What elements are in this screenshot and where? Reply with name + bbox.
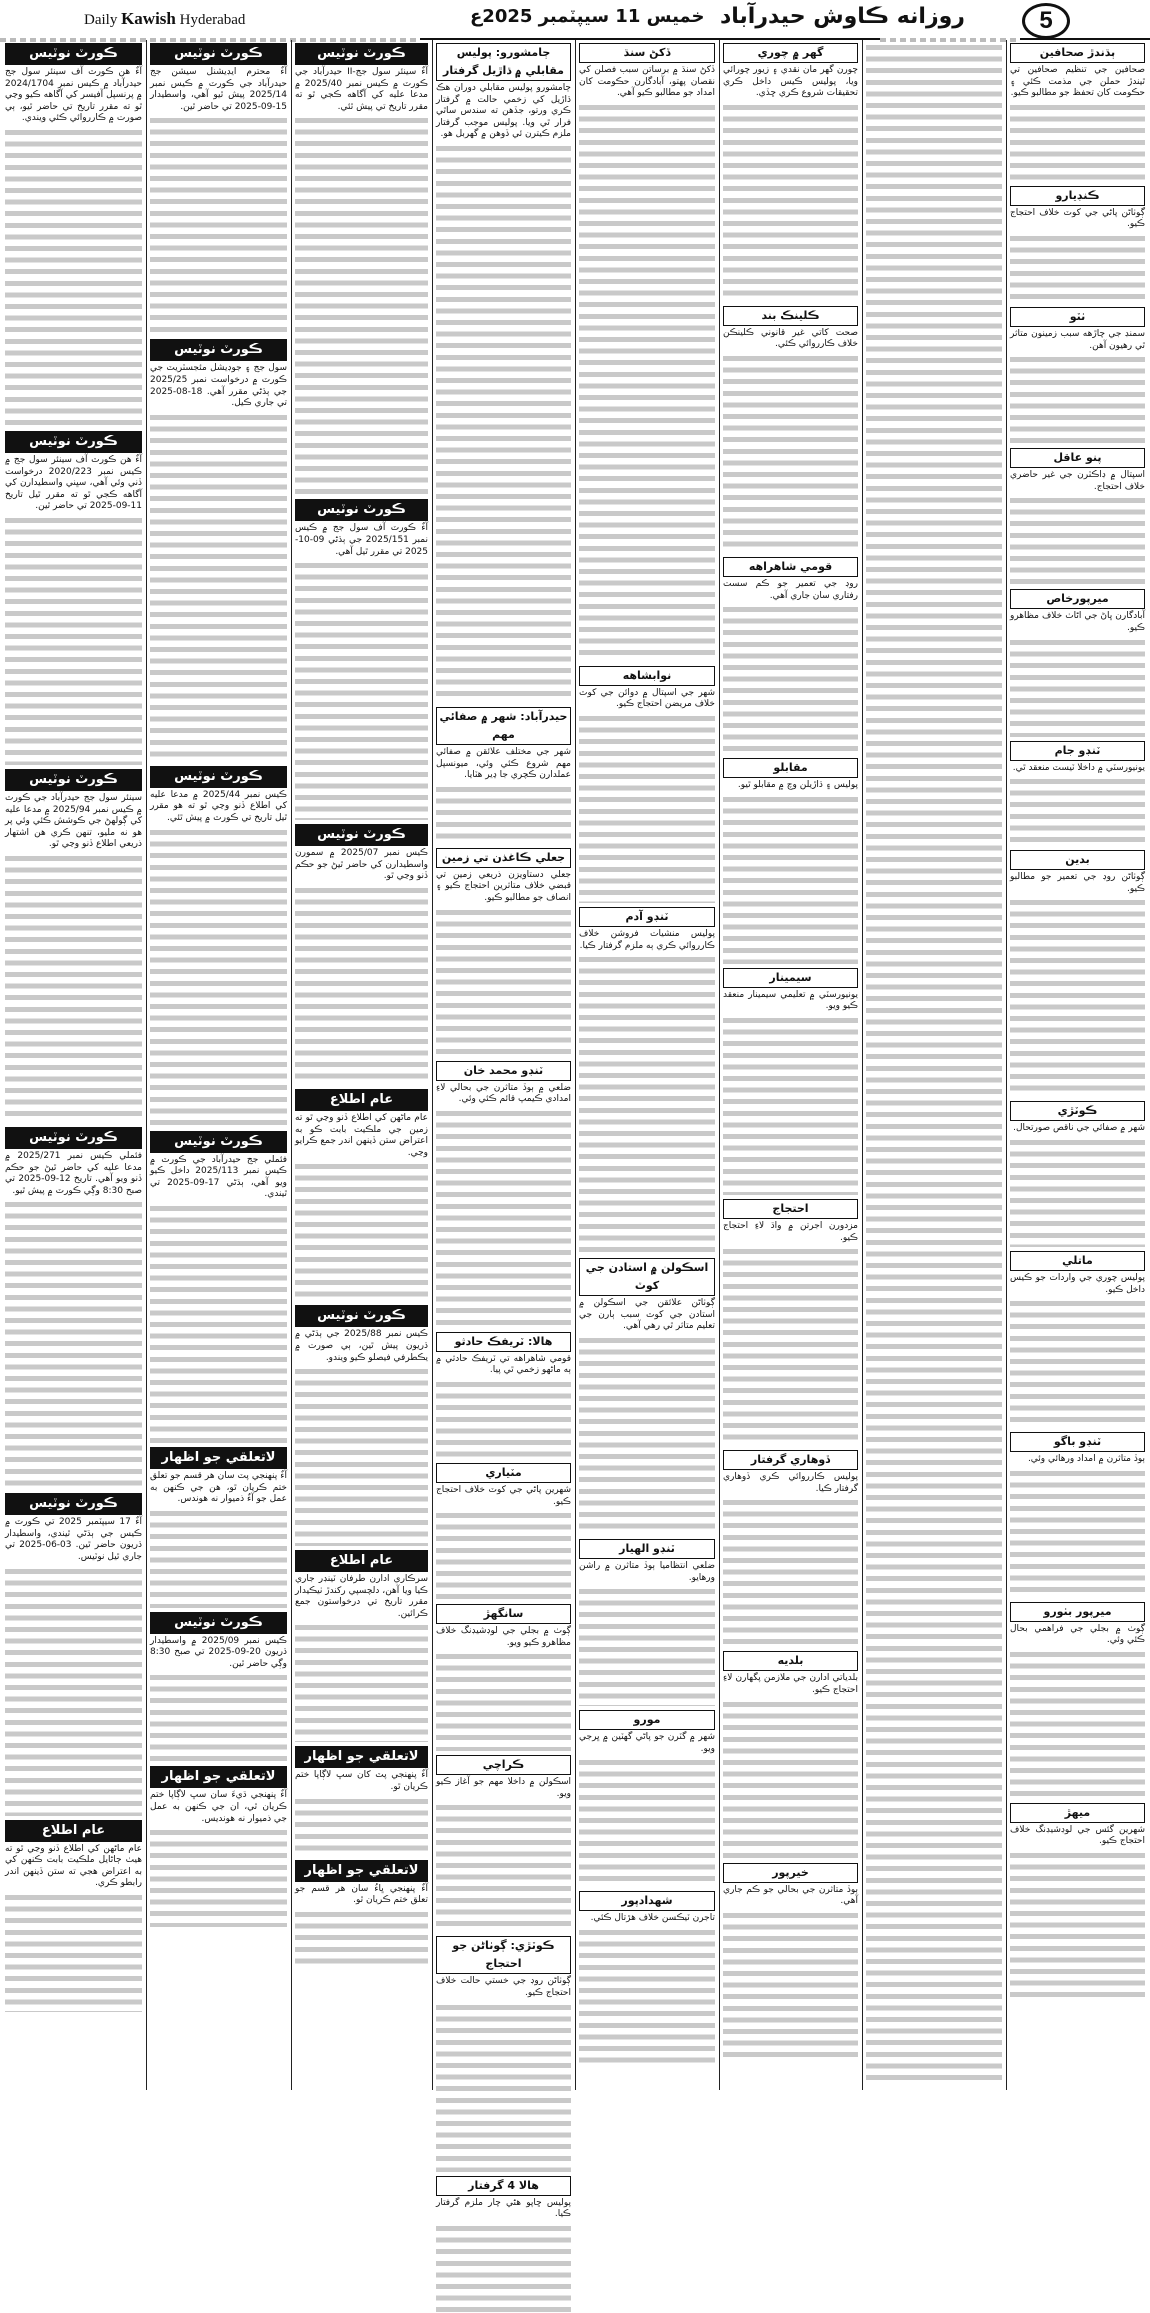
news-block [1010, 186, 1145, 303]
text-lines [1010, 897, 1145, 1097]
notice-heading: ڪورٽ نوٽيس [5, 1127, 142, 1149]
news-body: يونيورسٽي ۾ داخلا ٽيسٽ منعقد ٿي. [1012, 762, 1145, 773]
notice-heading: ڪورٽ نوٽيس [295, 1305, 428, 1327]
news-body: ڏکڻ سنڌ ۾ برساتن سبب فصلن کي نقصان پهتو، آبادگارن حڪومت کان امداد جو مطالبو ڪيو آهي. [579, 65, 715, 99]
news-block [436, 2176, 571, 2313]
notice-block [295, 1550, 428, 1742]
text-lines [5, 1199, 142, 1489]
notice-block [5, 1493, 142, 1815]
notice-block [5, 769, 142, 1123]
text-lines [723, 1015, 858, 1195]
text-lines [295, 1366, 428, 1546]
text-lines [723, 1246, 858, 1446]
news-block [579, 1258, 715, 1535]
text-lines [723, 794, 858, 964]
column-7 [1007, 40, 1148, 2090]
news-body: قومي شاهراهه تي ٽريفڪ حادثي ۾ ٻه ماڻهو زخمي ٿي پيا. [436, 1353, 571, 1376]
news-block [436, 1332, 571, 1459]
text-lines [579, 713, 715, 903]
text-lines [1010, 233, 1145, 303]
news-block [1010, 589, 1145, 736]
notice-block [150, 1131, 287, 1443]
news-block [579, 907, 715, 1254]
news-block [1010, 1803, 1145, 2000]
notice-heading: ڪورٽ نوٽيس [150, 339, 287, 361]
text-lines [579, 1757, 715, 1887]
text-lines [150, 1672, 287, 1762]
text-lines [1010, 776, 1145, 846]
notice-heading: ڪورٽ نوٽيس [150, 1612, 287, 1634]
paper-city: Hyderabad [179, 12, 246, 28]
paper-title-urdu: روزانه ڪاوش حيدرآباد [720, 4, 965, 29]
text-lines [436, 1510, 571, 1600]
text-lines [436, 784, 571, 844]
text-lines [1010, 1649, 1145, 1799]
notice-heading: ڪورٽ نوٽيس [295, 824, 428, 846]
text-lines [723, 1910, 858, 2060]
news-body: بلدياتي ادارن جي ملازمن پگهارن لاءِ احتجاج ڪيو. [723, 1673, 858, 1695]
notice-body: فئملي ڪيس نمبر 2025/271 ۾ مدعا عليه کي حاضر ٿيڻ جو حڪم ڏنو ويو آهي. تاريخ 12-09-2025 تي صبح 8:30 وڳي ڪورٽ ۾ پيش ٿيو. [5, 1150, 142, 1196]
notice-heading: ڪورٽ نوٽيس [150, 766, 287, 788]
news-body: ضلعي ۾ ٻوڏ متاثرن جي بحالي لاءِ امدادي ڪيمپ قائم ڪئي وئي. [436, 1082, 571, 1105]
text-lines [295, 1161, 428, 1301]
text-lines [579, 954, 715, 1254]
news-heading: سيمينار [723, 968, 858, 988]
text-lines [723, 1699, 858, 1859]
news-block [1010, 448, 1145, 585]
news-heading: ميهڙ [1010, 1803, 1145, 1823]
news-block [1010, 1251, 1145, 1428]
news-block [436, 848, 571, 1057]
news-body: ڳوٺاڻن علائقن جي اسڪولن ۾ استادن جي کوٽ سبب ٻارن جي تعليم متاثر ٿي رهي آهي. [579, 1298, 715, 1332]
news-block [436, 1463, 571, 1600]
news-heading: پنو عاقل [1010, 448, 1145, 468]
news-block [579, 666, 715, 903]
news-block [723, 1863, 858, 2060]
text-lines [1010, 354, 1145, 444]
news-block [436, 1604, 571, 1751]
notice-block [150, 1612, 287, 1763]
notice-heading: عام اطلاع [295, 1089, 428, 1111]
notice-heading: ڪورٽ نوٽيس [5, 769, 142, 791]
news-block [1010, 741, 1145, 847]
notice-block [150, 339, 287, 761]
notice-block [295, 1860, 428, 1969]
news-block [1010, 1101, 1145, 1247]
news-body: ٻوڏ متاثرن جي بحالي جو ڪم جاري آهي. [723, 1884, 858, 1907]
news-heading: ڪراچي [436, 1755, 571, 1775]
news-block [436, 43, 571, 703]
news-block [1010, 1432, 1145, 1598]
notice-body: فئملي جج حيدرآباد جي ڪورٽ ۾ ڪيس نمبر 2025/113 داخل ڪيو ويو آهي، ٻڌڻي 17-09-2025 تي ٿيندي. [150, 1154, 287, 1200]
news-heading: ٻڌندڙ صحافين [1010, 43, 1145, 63]
news-heading: حيدرآباد: شهر ۾ صفائي مهم [436, 707, 571, 745]
news-body: اسڪولن ۾ داخلا مهم جو آغاز ڪيو ويو. [436, 1777, 571, 1799]
text-lines [579, 102, 715, 662]
text-lines [723, 353, 858, 553]
text-lines [436, 1108, 571, 1328]
notice-body: آءٌ محترم ايڊيشنل سيشن جج حيدرآباد جي ڪورٽ ۾ ڪيس نمبر 2025/14 پيش ٿيو آهي، واسطيدار 15-09-2025 تي حاضر ٿين. [150, 67, 287, 112]
notice-body: ڪيس نمبر 2025/44 ۾ مدعا عليه کي اطلاع ڏنو وڃي ٿو ته هو مقرر ٿيل تاريخ تي ڪورٽ ۾ پيش ٿئي. [150, 789, 287, 823]
news-block [436, 1061, 571, 1328]
notice-body: ڪيس نمبر 2025/09 ۾ واسطيدار ڌريون 20-09-2025 تي صبح 8:30 وڳي حاضر ٿين. [150, 1635, 287, 1669]
text-lines [5, 1566, 142, 1816]
news-body: ڳوٺ ۾ بجلي جي لوڊشيڊنگ خلاف مظاهرو ڪيو ويو. [436, 1626, 571, 1648]
news-block [1010, 850, 1145, 1097]
news-block [723, 1450, 858, 1647]
text-lines [5, 127, 142, 427]
masthead [0, 0, 1150, 40]
notice-heading: لاتعلقي جو اظهار [150, 1447, 287, 1469]
text-lines [579, 1586, 715, 1706]
news-body: صحافين جي تنظيم صحافين تي ٿيندڙ حملن جي مذمت ڪئي ۽ حڪومت کان تحفظ جو مطالبو ڪيو. [1010, 65, 1145, 99]
news-body: شهر ۾ صفائي جي ناقص صورتحال. [1013, 1123, 1145, 1134]
news-block [723, 1651, 858, 1858]
news-body: شهر ۾ گٽرن جو پاڻي گهٽين ۾ ڀرجي ويو. [579, 1732, 715, 1754]
text-lines [436, 1802, 571, 1932]
paper-name-kawish: Kawish [121, 9, 176, 28]
news-block [579, 1891, 715, 2067]
news-body: اسپتال ۾ ڊاڪٽرن جي غير حاضري خلاف احتجاج. [1010, 470, 1145, 492]
text-lines [1010, 1137, 1145, 1247]
news-block [436, 1755, 571, 1932]
news-heading: شهدادپور [579, 1891, 715, 1911]
news-body: آبادگارن ڀاڻ جي اڻاٺ خلاف مظاهرو ڪيو. [1010, 611, 1145, 633]
news-body: سمنڊ جي چاڙهه سبب زمينون متاثر ٿي رهيون آهن. [1010, 328, 1145, 351]
news-body: مزدورن اجرتن ۾ واڌ لاءِ احتجاج ڪيو. [723, 1220, 858, 1243]
text-lines [295, 1796, 428, 1856]
notice-body: آءٌ پنهنجي ڌيءَ سان سڀ لاڳاپا ختم ڪريان ٿي، ان جي ڪنهن به عمل جي ذميوار نه هونديس. [150, 1790, 287, 1824]
news-heading: ڄامشورو: پوليس مقابلي ۾ ڌاڙيل گرفتار [436, 43, 571, 81]
notice-block [295, 1305, 428, 1546]
news-body: شهرين پاڻي جي کوٽ خلاف احتجاج ڪيو. [436, 1484, 571, 1507]
notice-body: عام ماڻهن کي اطلاع ڏنو وڃي ٿو ته زمين جي ملڪيت بابت ڪو به اعتراض ستن ڏينهن اندر جمع ڪرايو وڃي. [295, 1112, 428, 1158]
news-block [1010, 1602, 1145, 1799]
notice-body: آءٌ پنهنجي پٽ سان هر قسم جو تعلق ختم ڪريان ٿو، هن جي ڪنهن به عمل جو آءٌ ذميوار نه هوندس. [150, 1470, 287, 1505]
news-body: ٻوڏ متاثرن ۾ امداد ورهائي وئي. [1027, 1454, 1145, 1465]
text-lines [5, 853, 142, 1123]
notice-block [150, 1447, 287, 1608]
page-number-badge: 5 [1022, 3, 1070, 39]
text-lines [1010, 637, 1145, 737]
news-heading: ماتلي [1010, 1251, 1145, 1271]
news-body: شهر جي اسپتال ۾ دوائن جي کوٽ خلاف مريضن احتجاج ڪيو. [579, 687, 715, 710]
notice-body: ڪيس نمبر 2025/07 ۾ سمورن واسطيدارن کي حاضر ٿيڻ جو حڪم ڏنو وڃي ٿو. [295, 848, 428, 882]
news-body: تاجرن ٽيڪسن خلاف هڙتال ڪئي. [590, 1913, 715, 1924]
text-lines [723, 102, 858, 302]
news-heading: ڪوٽڙي [1010, 1101, 1145, 1121]
news-block [723, 306, 858, 553]
text-lines [436, 2002, 571, 2172]
news-heading: نوابشاهه [579, 666, 715, 686]
news-body: ڄامشورو پوليس مقابلي دوران هڪ ڌاڙيل کي زخمي حالت ۾ گرفتار ڪري ورتو، جڏهن ته سندس ساٿي فرار ٿي ويا. پوليس موجب گرفتار ملزم ڪيترن ئي ڏوهن ۾ گهربل هو. [436, 83, 571, 140]
text-lines [150, 827, 287, 1127]
news-block [1010, 307, 1145, 444]
news-heading: بلديه [723, 1651, 858, 1671]
news-block [723, 1199, 858, 1446]
notice-heading: ڪورٽ نوٽيس [5, 1493, 142, 1515]
notice-block [295, 1089, 428, 1301]
text-lines [295, 885, 428, 1085]
notice-block [295, 499, 428, 820]
notice-heading: لاتعلقي جو اظهار [295, 1860, 428, 1882]
news-heading: بدين [1010, 850, 1145, 870]
news-heading: مورو [579, 1710, 715, 1730]
notice-heading: لاتعلقي جو اظهار [295, 1746, 428, 1768]
news-heading: جعلي ڪاغذن تي زمين [436, 848, 571, 868]
news-heading: گهر ۾ چوري [723, 43, 858, 63]
news-heading: ٽنڊو آدم [579, 907, 715, 927]
news-heading: ڪلينڪ بند [723, 306, 858, 326]
notice-body: آءٌ هن ڪورٽ آف سينئر سول جج ۾ ڪيس نمبر 2020/223 درخواست ڏني وئي آهي، سڀني واسطيدارن کي آگاهه ڪجي ٿو ته مقرر ٿيل تاريخ 11-09-2025 تي حاضر ٿين. [5, 454, 142, 512]
text-lines [1010, 1298, 1145, 1428]
notice-block [295, 43, 428, 495]
text-lines [866, 42, 1002, 2082]
notice-heading: عام اطلاع [295, 1550, 428, 1572]
news-block [436, 1936, 571, 2171]
news-heading: هالا: ٽريفڪ حادثو [436, 1332, 571, 1352]
news-heading: خيرپور [723, 1863, 858, 1883]
notice-block [295, 824, 428, 1085]
news-block [1010, 43, 1145, 182]
news-body: روڊ جي تعمير جو ڪم سست رفتاري سان جاري آهي. [723, 578, 858, 601]
text-lines [1010, 1468, 1145, 1598]
notice-heading: لاتعلقي جو اظهار [150, 1766, 287, 1788]
notice-block [5, 1127, 142, 1489]
notice-body: آءٌ پنهنجي پٽ کان سڀ لاڳاپا ختم ڪريان ٿو. [295, 1770, 428, 1793]
notice-body: سول جج ۽ جوڊيشل مئجسٽريٽ جي ڪورٽ ۾ درخواست نمبر 2025/25 جي ٻڌڻي مقرر آهي. 18-08-2025 تي جاري ڪيل. [150, 363, 287, 409]
column-3 [292, 40, 431, 2090]
news-block [579, 1710, 715, 1887]
news-block [579, 1539, 715, 1706]
news-heading: ٽنڊو الهيار [579, 1539, 715, 1559]
date-line: خميس 11 سيپٽمبر 2025ع [470, 6, 705, 27]
news-block [723, 968, 858, 1195]
notice-block [295, 1746, 428, 1855]
column-5 [576, 40, 718, 2090]
text-lines [150, 1203, 287, 1443]
news-body: پوليس چوري جي واردات جو ڪيس داخل ڪيو. [1010, 1272, 1145, 1295]
text-lines [723, 604, 858, 754]
column-1 [2, 40, 145, 2090]
news-block [723, 758, 858, 964]
column-6b [863, 40, 1005, 2090]
news-heading: ٽنڊو جام [1010, 741, 1145, 761]
text-lines [436, 2223, 571, 2313]
news-heading: اسڪولن ۾ استادن جي کوٽ [579, 1258, 715, 1296]
text-lines [1010, 102, 1145, 182]
news-block [579, 43, 715, 662]
notice-block [150, 766, 287, 1127]
notice-heading: عام اطلاع [5, 1820, 142, 1842]
news-block [436, 707, 571, 844]
text-lines [150, 412, 287, 762]
text-lines [579, 1927, 715, 2067]
news-heading: ٺٽو [1010, 307, 1145, 327]
notice-heading: ڪورٽ نوٽيس [5, 431, 142, 453]
notice-heading: ڪورٽ نوٽيس [150, 43, 287, 65]
notice-block [5, 1820, 142, 2012]
news-body: پوليس منشيات فروشن خلاف ڪارروائي ڪري ٻه ملزم گرفتار ڪيا. [579, 928, 715, 951]
notice-body: ڪيس نمبر 2025/88 جي ٻڌڻي ۾ ڌريون پيش ٿين، ٻي صورت ۾ يڪطرفي فيصلو ڪيو ويندو. [295, 1329, 428, 1363]
text-lines [150, 1827, 287, 1927]
notice-body: عام ماڻهن کي اطلاع ڏنو وڃي ٿو ته هيٺ ڄاڻايل ملڪيت بابت ڪنهن کي به اعتراض هجي ته ستن ڏينهن اندر رابطو ڪري. [5, 1843, 142, 1889]
notice-body: آءٌ سينئر سول جج-II حيدرآباد جي ڪورٽ ۾ ڪيس نمبر 2025/40 ۾ مدعا عليه کي آگاهه ڪجي ٿو ته مقرر تاريخ تي پيش ٿئي. [295, 67, 428, 112]
news-body: صحت کاتي غير قانوني ڪلينڪن خلاف ڪارروائي ڪئي. [723, 327, 858, 350]
text-lines [579, 1335, 715, 1535]
news-heading: ڏکڻ سنڌ [579, 43, 715, 63]
notice-heading: ڪورٽ نوٽيس [5, 43, 142, 65]
news-body: پوليس ڇاپو هڻي چار ملزم گرفتار ڪيا. [436, 2197, 571, 2220]
news-body: ڳوٺاڻن روڊ جي خستي حالت خلاف احتجاج ڪيو. [436, 1976, 571, 1999]
news-body: پوليس ڪارروائي ڪري ڏوهاري گرفتار ڪيا. [723, 1472, 858, 1494]
news-heading: ٽنڊو محمد خان [436, 1061, 571, 1081]
news-heading: ڪوٽڙي: ڳوٺاڻن جو احتجاج [436, 1936, 571, 1974]
text-lines [295, 1622, 428, 1742]
news-body: چورن گهر مان نقدي ۽ زيور چورائي ويا، پوليس ڪيس داخل ڪري تحقيقات شروع ڪري ڇڏي. [723, 65, 858, 99]
notice-block [5, 431, 142, 765]
text-lines [1010, 1850, 1145, 2000]
news-heading: احتجاج [723, 1199, 858, 1219]
text-lines [150, 1508, 287, 1608]
news-block [723, 43, 858, 302]
text-lines [723, 1497, 858, 1647]
text-lines [436, 907, 571, 1057]
text-lines [150, 115, 287, 335]
news-heading: ڏوهاري گرفتار [723, 1450, 858, 1470]
news-heading: سانگهڙ [436, 1604, 571, 1624]
text-lines [295, 1909, 428, 1969]
news-body: ڳوٺاڻن روڊ جي تعمير جو مطالبو ڪيو. [1010, 872, 1145, 894]
text-lines [1010, 495, 1145, 585]
text-lines [436, 1379, 571, 1459]
notice-block [150, 43, 287, 335]
notice-body: آءٌ هن ڪورٽ آف سينئر سول جج حيدرآباد ۾ ڪيس نمبر 2024/1704 ۾ پرنسپل آفيسر کي آگاهه ڪيو وڃي ٿو ته مقرر تاريخ تي حاضر ٿيو، ٻي صورت ۾ ڪارروائي ڪئي ويندي. [5, 67, 142, 124]
news-heading: ميرپورخاص [1010, 589, 1145, 609]
notice-heading: ڪورٽ نوٽيس [295, 43, 428, 65]
column-2 [147, 40, 290, 2090]
english-masthead [84, 9, 245, 29]
notice-heading: ڪورٽ نوٽيس [295, 499, 428, 521]
news-body: جعلي دستاويزن ذريعي زمين تي قبضي خلاف متاثرين احتجاج ڪيو ۽ انصاف جو مطالبو ڪيو. [436, 869, 571, 903]
text-lines [295, 560, 428, 820]
notice-body: سينئر سول جج حيدرآباد جي ڪورٽ ۾ ڪيس نمبر 2025/94 ۾ مدعا عليه کي ڳولهڻ جي ڪوشش ڪئي وئي پر هو نه مليو، تنهن ڪري هن اشتهار ذريعي اطلاع ڏنو وڃي ٿو. [5, 792, 143, 850]
news-heading: مٽياري [436, 1463, 571, 1483]
text-lines [5, 1892, 142, 2012]
news-body: ضلعي انتظاميا ٻوڏ متاثرن ۾ راشن ورهايو. [579, 1560, 715, 1583]
notice-block [5, 43, 142, 427]
paper-name-daily: Daily [84, 12, 118, 28]
notice-heading: ڪورٽ نوٽيس [150, 1131, 287, 1153]
news-heading: قومي شاهراهه [723, 557, 858, 577]
text-lines [295, 115, 428, 495]
news-heading: ميرپور بٺورو [1010, 1602, 1145, 1622]
text-lines [436, 143, 571, 703]
news-heading: هالا 4 گرفتار [436, 2176, 571, 2196]
text-lines [436, 1651, 571, 1751]
notice-body: آءٌ 17 سيپٽمبر 2025 تي ڪورٽ ۾ ڪيس جي ٻڌڻي ٿيندي، واسطيدار ڌريون حاضر ٿين. 03-06-2025 تي جاري ٿيل نوٽيس. [5, 1517, 143, 1563]
news-block [723, 557, 858, 754]
notice-body: آءٌ پنهنجي ڀاءُ سان هر قسم جو تعلق ختم ڪريان ٿو. [295, 1883, 428, 1906]
notice-block [150, 1766, 287, 1927]
news-heading: ٽنڊو باگو [1010, 1432, 1145, 1452]
news-body: ڳوٺاڻن پاڻي جي کوٽ خلاف احتجاج ڪيو. [1010, 207, 1145, 230]
news-body: يونيورسٽي ۾ تعليمي سيمينار منعقد ڪيو ويو. [723, 989, 858, 1012]
text-lines [5, 515, 142, 765]
column-4 [433, 40, 574, 2220]
news-body: پوليس ۽ ڌاڙيلن وچ ۾ مقابلو ٿيو. [737, 780, 858, 791]
news-heading: مقابلو [723, 758, 858, 778]
news-body: شهرين گئس جي لوڊشيڊنگ خلاف احتجاج ڪيو. [1010, 1824, 1145, 1847]
column-6 [720, 40, 861, 2090]
notice-body: آءٌ ڪورٽ آف سول جج ۾ ڪيس نمبر 2025/151 جي ٻڌڻي 09-10-2025 تي مقرر ٿيل آهي. [295, 523, 428, 557]
news-body: شهر جي مختلف علائقن ۾ صفائي مهم شروع ڪئي وئي، ميونسپل عملدارن ڪچري جا ڍير هٽايا. [436, 746, 571, 781]
news-heading: ڪنڊيارو [1010, 186, 1145, 206]
news-body: ڳوٺ ۾ بجلي جي فراهمي بحال ڪئي وئي. [1010, 1623, 1145, 1646]
notice-body: سرڪاري ادارن طرفان ٽينڊر جاري ڪيا ويا آهن، دلچسپي رکندڙ ٺيڪيدار مقرر تاريخ تي درخواستون جمع ڪرائين. [295, 1574, 428, 1619]
